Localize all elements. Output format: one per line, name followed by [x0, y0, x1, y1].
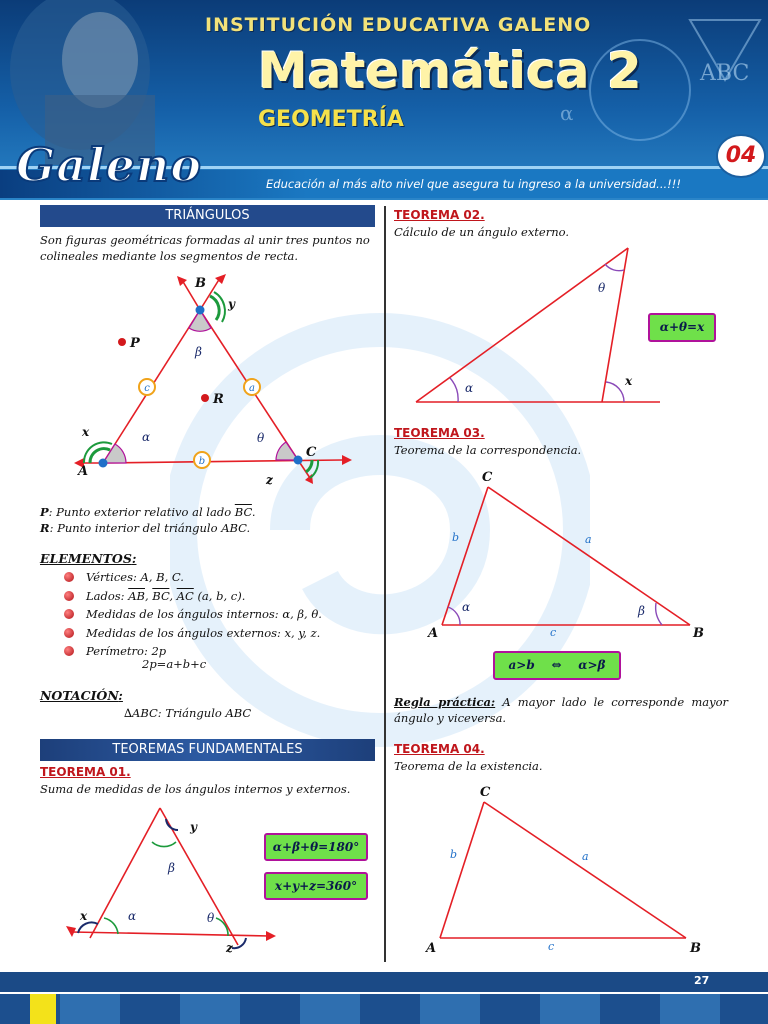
side-label: a	[582, 850, 589, 863]
angle-label: β	[168, 861, 175, 875]
vertex-label: A	[426, 941, 437, 956]
figure-triangle-elements	[60, 270, 360, 490]
list-item: Vértices: A, B, C.	[62, 568, 322, 587]
vertex-label: A	[78, 464, 89, 479]
svg-text:ABC: ABC	[700, 61, 750, 86]
angle-label: α	[142, 430, 151, 444]
practical-rule: Regla práctica: A mayor lado le corresponde mayor ángulo y viceversa.	[394, 695, 728, 725]
angle-label: α	[465, 381, 474, 395]
side-label: c	[548, 940, 555, 953]
column-divider	[384, 206, 386, 962]
angle-label: θ	[598, 281, 606, 295]
slogan: Educación al más alto nivel que asegura tu ingreso a la universidad...!!!	[266, 177, 681, 191]
angle-label: z	[226, 941, 233, 955]
brand-logo: Galeno	[16, 138, 202, 192]
point-label: R	[213, 392, 224, 407]
theorem-02-description: Cálculo de un ángulo externo.	[394, 225, 570, 239]
side-label: b	[198, 456, 206, 467]
bullet-icon	[64, 591, 74, 601]
elements-list	[62, 568, 322, 661]
figure-theorem-04	[420, 778, 720, 960]
institution-name: INSTITUCIÓN EDUCATIVA GALENO	[205, 14, 592, 36]
angle-label: z	[266, 473, 273, 487]
vertex-label: B	[693, 626, 704, 641]
side-label: a	[585, 533, 592, 546]
point-label: P	[130, 336, 140, 351]
figure-theorem-01	[60, 800, 280, 960]
side-label: b	[452, 531, 460, 544]
theorem-02-title: TEOREMA 02.	[394, 208, 485, 222]
section-bar-theorems: TEOREMAS FUNDAMENTALES	[40, 739, 375, 761]
elements-heading: ELEMENTOS:	[40, 551, 137, 566]
vertex-label: C	[480, 785, 491, 800]
angle-label: β	[638, 604, 645, 618]
side-label: c	[144, 383, 150, 394]
equation-box-external-angle: α+θ=x	[648, 313, 716, 342]
equation-box-correspondence: a>b ⇔ α>β	[493, 651, 621, 680]
subject-title: Matemática 2	[258, 42, 642, 100]
equation-box-internal: α+β+θ=180°	[264, 833, 368, 861]
list-item: Medidas de los ángulos externos: x, y, z.	[62, 624, 322, 643]
point-p-description: P: Punto exterior relativo al lado $\overline{BC}$.	[40, 505, 256, 519]
footer-stripes	[0, 994, 768, 1024]
definition-text: Son figuras geométricas formadas al unir tres puntos no colineales mediante los segmentos de recta.	[40, 233, 370, 263]
side-label: a	[249, 383, 255, 394]
bullet-icon	[64, 628, 74, 638]
vertex-label: B	[690, 941, 701, 956]
section-bar-triangulos: TRIÁNGULOS	[40, 205, 375, 227]
notation-heading: NOTACIÓN:	[40, 688, 123, 703]
svg-text:α: α	[560, 101, 574, 125]
theorem-01-title: TEOREMA 01.	[40, 765, 131, 779]
perimeter-equation: 2p=a+b+c	[142, 657, 207, 671]
list-item: Medidas de los ángulos internos: α, β, θ.	[62, 605, 322, 624]
vertex-label: A	[428, 626, 439, 641]
angle-label: α	[462, 600, 471, 614]
list-item: Lados: $\overline{AB}$, $\overline{BC}$, $\overline{AC}$ (a, b, c).	[62, 587, 322, 606]
angle-label: y	[228, 297, 235, 311]
equation-box-external: x+y+z=360°	[264, 872, 368, 900]
footer-accent	[30, 994, 56, 1024]
point-r-description: R: Punto interior del triángulo ABC.	[40, 521, 251, 535]
angle-label: x	[625, 374, 633, 388]
bullet-icon	[64, 646, 74, 656]
topic-title: GEOMETRÍA	[258, 107, 404, 132]
figure-theorem-02	[400, 240, 670, 415]
theorem-04-description: Teorema de la existencia.	[394, 759, 543, 773]
bullet-icon	[64, 609, 74, 619]
angle-label: β	[195, 345, 202, 359]
page-number: 27	[694, 974, 710, 987]
theorem-03-description: Teorema de la correspondencia.	[394, 443, 582, 457]
list-item: Perímetro: 2p	[62, 642, 322, 661]
side-label: b	[450, 848, 458, 861]
angle-label: θ	[257, 431, 265, 445]
theorem-04-title: TEOREMA 04.	[394, 742, 485, 756]
angle-label: x	[80, 909, 88, 923]
footer-bar	[0, 972, 768, 992]
theorem-01-description: Suma de medidas de los ángulos internos y externos.	[40, 782, 351, 796]
angle-label: y	[190, 820, 197, 834]
angle-label: θ	[207, 911, 215, 925]
bullet-icon	[64, 572, 74, 582]
notation-text: ∆ABC: Triángulo ABC	[124, 706, 252, 720]
angle-label: x	[82, 425, 90, 439]
figure-theorem-03	[420, 465, 720, 645]
vertex-label: B	[195, 276, 206, 291]
theorem-03-title: TEOREMA 03.	[394, 426, 485, 440]
issue-badge: 04	[716, 134, 766, 178]
vertex-label: C	[306, 445, 317, 460]
vertex-label: C	[482, 470, 493, 485]
side-label: c	[550, 626, 557, 639]
angle-label: α	[128, 909, 137, 923]
